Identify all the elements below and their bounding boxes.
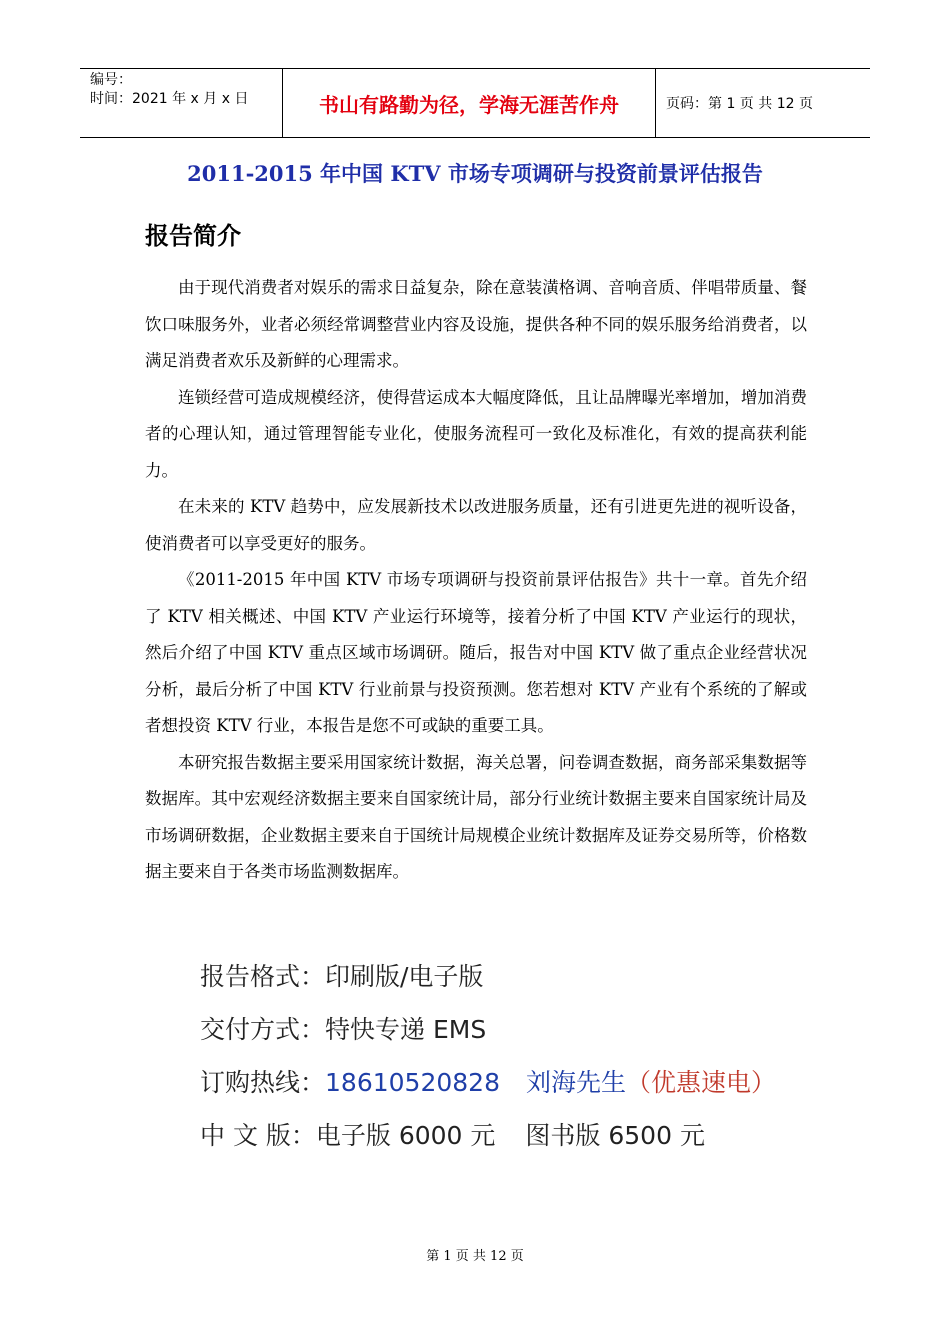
report-intro-body	[145, 270, 807, 891]
order-info-block	[200, 950, 776, 1162]
header-page-cell	[656, 69, 870, 137]
document-title: 2011-2015 年中国 KTV 市场专项调研与投资前景评估报告	[187, 161, 763, 186]
book-edition-price: 图书版 6500 元	[525, 1121, 705, 1150]
contact-name: 刘海先生	[525, 1068, 626, 1097]
header-page-number: 页码：第 1 页 共 12 页	[666, 96, 813, 112]
section-heading: 报告简介	[145, 222, 241, 250]
hotline-label: 订购热线：	[200, 1068, 326, 1097]
promo-note: （优惠速电）	[626, 1068, 777, 1097]
paragraph: 在未来的 KTV 趋势中，应发展新技术以改进服务质量，还有引进更先进的视听设备，使消费者可以享受更好的服务。	[145, 497, 807, 553]
paragraph: 连锁经营可造成规模经济，使得营运成本大幅度降低，且让品牌曝光率增加，增加消费者的心理认知，通过管理智能专业化，使服务流程可一致化及标准化，有效的提高获利能力。	[145, 387, 807, 480]
header-table	[80, 68, 870, 138]
document-date: 时间：2021 年 x 月 x 日	[90, 91, 249, 107]
delivery-method: 交付方式：特快专递 EMS	[200, 1015, 487, 1044]
order-hotline-row	[200, 1056, 776, 1109]
header-meta-cell	[80, 69, 282, 137]
price-row	[200, 1109, 776, 1162]
paragraph: 由于现代消费者对娱乐的需求日益复杂，除在意装潢格调、音响音质、伴唱带质量、餐饮口味服务外，业者必须经常调整营业内容及设施，提供各种不同的娱乐服务给消费者，以满足消费者欢乐及新鲜的心理需求。	[145, 278, 807, 370]
chinese-edition-price: 中 文 版：电子版 6000 元	[200, 1121, 496, 1150]
report-format: 报告格式：印刷版/电子版	[200, 962, 484, 991]
document-number-label: 编号：	[90, 72, 132, 88]
paragraph: 本研究报告数据主要采用国家统计数据，海关总署，问卷调查数据，商务部采集数据等数据库。其中宏观经济数据主要来自国家统计局，部分行业统计数据主要来自国家统计局及市场调研数据，企业数据主要来自于国统计局规模企业统计数据库及证券交易所等，价格数据主要来自于各类市场监测数据库。	[145, 752, 807, 881]
header-motto-cell	[282, 69, 656, 137]
page-footer: 第 1 页 共 12 页	[426, 1249, 524, 1264]
hotline-phone: 18610520828	[325, 1068, 500, 1097]
paragraph: 《2011-2015 年中国 KTV 市场专项调研与投资前景评估报告》共十一章。首先介绍了 KTV 相关概述、中国 KTV 产业运行环境等，接着分析了中国 KTV 产业运行的现状，然后介绍了中国 KTV 重点区域市场调研。随后，报告对中国 KTV 做了重点企业经营状况分析，最后分析了中国 KTV 行业前景与投资预测。您若想对 KTV 产业有个系统的了解或者想投资 KTV 行业，本报告是您不可或缺的重要工具。	[145, 570, 807, 735]
header-motto: 书山有路勤为径，学海无涯苦作舟	[319, 92, 619, 117]
